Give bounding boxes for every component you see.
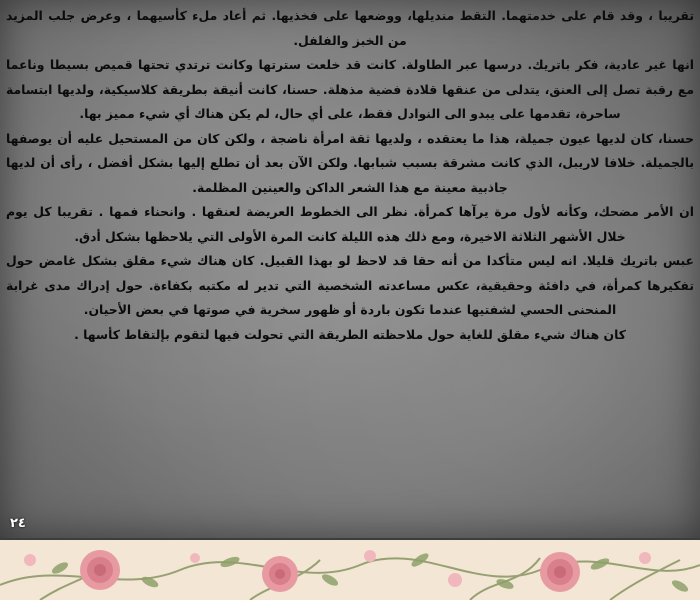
body-text [6,4,694,520]
floral-border [0,540,700,600]
paragraph: كان هناك شيء مقلق للغاية حول ملاحظته الطريقة التي تحولت فيها لتقوم بإلتقاط كأسها . [74,326,626,342]
paragraph: انها غير عادية، فكر باتريك. درسها عبر الطاولة. كانت قد خلعت سترتها وكانت ترتدي تحتها قميص بسيطا وناعما مع رقبة تصل إلى العنق، يتدلى من عنقها قلادة فضية مذهلة. حسنا، كانت أنيقة بطريقة كلاسيكية، ولديها ابتسامة ساحرة، تقدمها على يبدو الى النوادل فقط، على أي حال، لم يكن هناك أي شيء مميز بها. [6,57,694,121]
paragraph: حسنا، كان لديها عيون جميلة، هذا ما يعتقده ، ولديها ثقة امرأة ناضجة ، ولكن كان من المستحيل عليه أن يوصفها بالجميلة. خلافا لاريبل، الذي كانت مشرقة بسبب شبابها. ولكن الآن بعد أن تطلع إليها بشكل أفضل ، رأى أن لديها جاذبية معينة مع هذا الشعر الداكن والعينين المظلمة. [6,130,694,195]
paragraph: ان الأمر مضحك، وكأنه لأول مرة يرآها كمرأة. نظر الى الخطوط العريضة لعنقها . وانحناء فمها . تقريبا كل يوم خلال الأشهر الثلاثة الاخيرة، ومع ذلك هذه الليلة كانت المرة الأولى التي يلاحظها بشكل أدق. [6,204,694,244]
paragraph: تقريبا ، وقد قام على خدمتهما. التقط منديلها، ووضعها على فخذيها. ثم أعاد ملء كأسيهما ، وعرض جلب المزيد من الخبز والفلفل. [6,8,694,48]
page-number: ٢٤ [10,516,26,531]
floral-pattern-icon [0,540,700,600]
paragraph: عبس باتريك قليلا. انه ليس متأكدا من أنه حقا قد لاحظ لو بهذا القبيل. كان هناك شيء مقلق بشكل غامض حول تفكيرها كمرأة، في دافئة وحقيقية، عكس مساعدته الشخصية التي تدير له مكتبه بكفاءة. حول إدراك مدى غرابة المنحنى الحسي لشفتيها عندما تكون باردة أو ظهور سخرية في صوتها في بعض الأحيان. [6,253,694,317]
